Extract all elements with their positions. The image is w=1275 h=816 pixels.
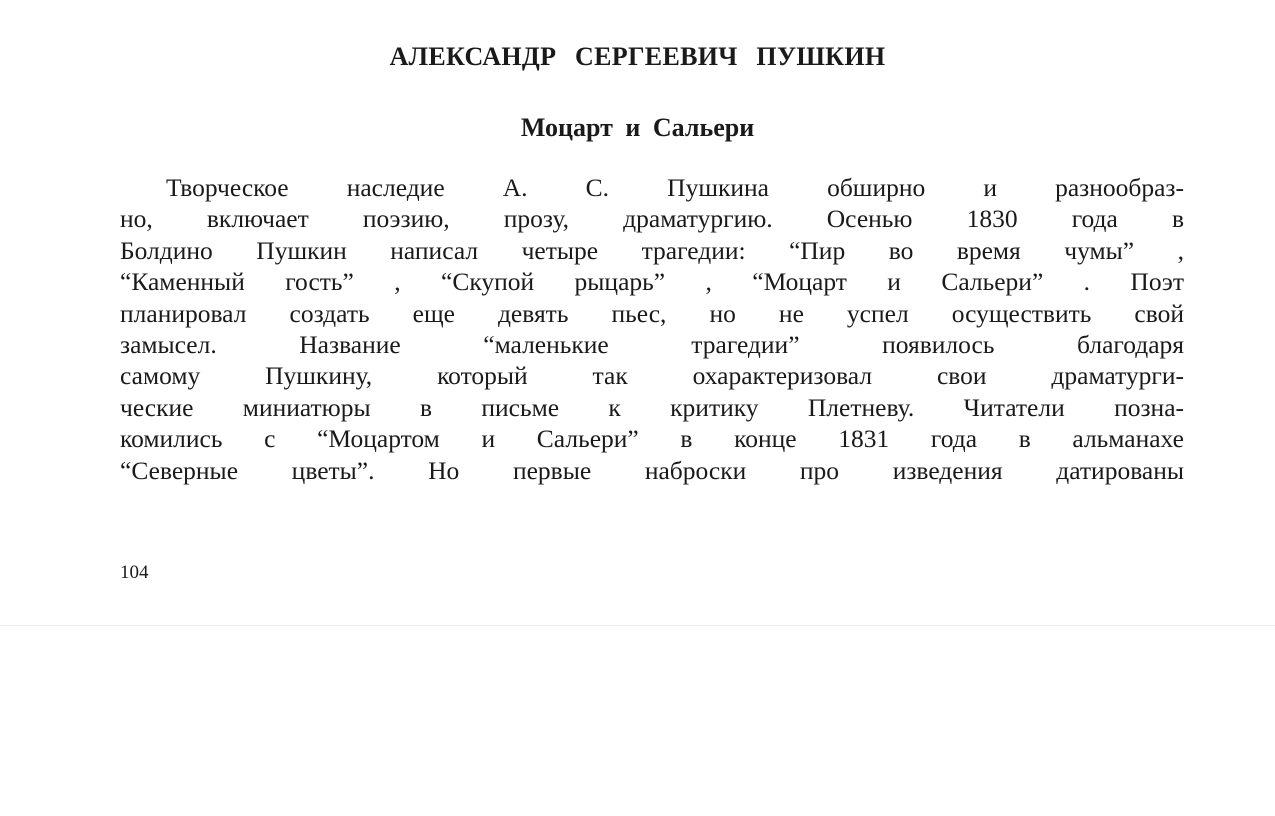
text-line: “Каменный гость” , “Скупой рыцарь” , “Моцарт и Сальери” . Поэт [120, 267, 1184, 297]
text-line: Творческое наследие А. С. Пушкина обширно и разнообраз- [166, 173, 1184, 202]
author-heading: АЛЕКСАНДР СЕРГЕЕВИЧ ПУШКИН [389, 42, 886, 71]
text-line: самому Пушкину, который так охарактеризовал свои драматурги- [120, 361, 1184, 391]
text-line: но, включает поэзию, прозу, драматургию. Осенью 1830 года в [120, 204, 1184, 234]
body-paragraph [120, 172, 1184, 486]
work-title: Моцарт и Сальери [520, 113, 755, 142]
text-line: комились с “Моцартом и Сальери” в конце 1831 года в альманахе [120, 424, 1184, 454]
text-line: “Северные цветы”. Но первые наброски про изведения датированы [120, 455, 1184, 485]
text-line: ческие миниатюры в письме к критику Плетневу. Читатели позна- [120, 392, 1184, 422]
text-line: планировал создать еще девять пьес, но не успел осуществить свой [120, 298, 1184, 328]
text-line: Болдино Пушкин написал четыре трагедии: “Пир во время чумы” , [120, 235, 1184, 265]
page-number: 104 [120, 562, 149, 583]
text-line: замысел. Название “маленькие трагедии” появилось благодаря [120, 330, 1184, 360]
